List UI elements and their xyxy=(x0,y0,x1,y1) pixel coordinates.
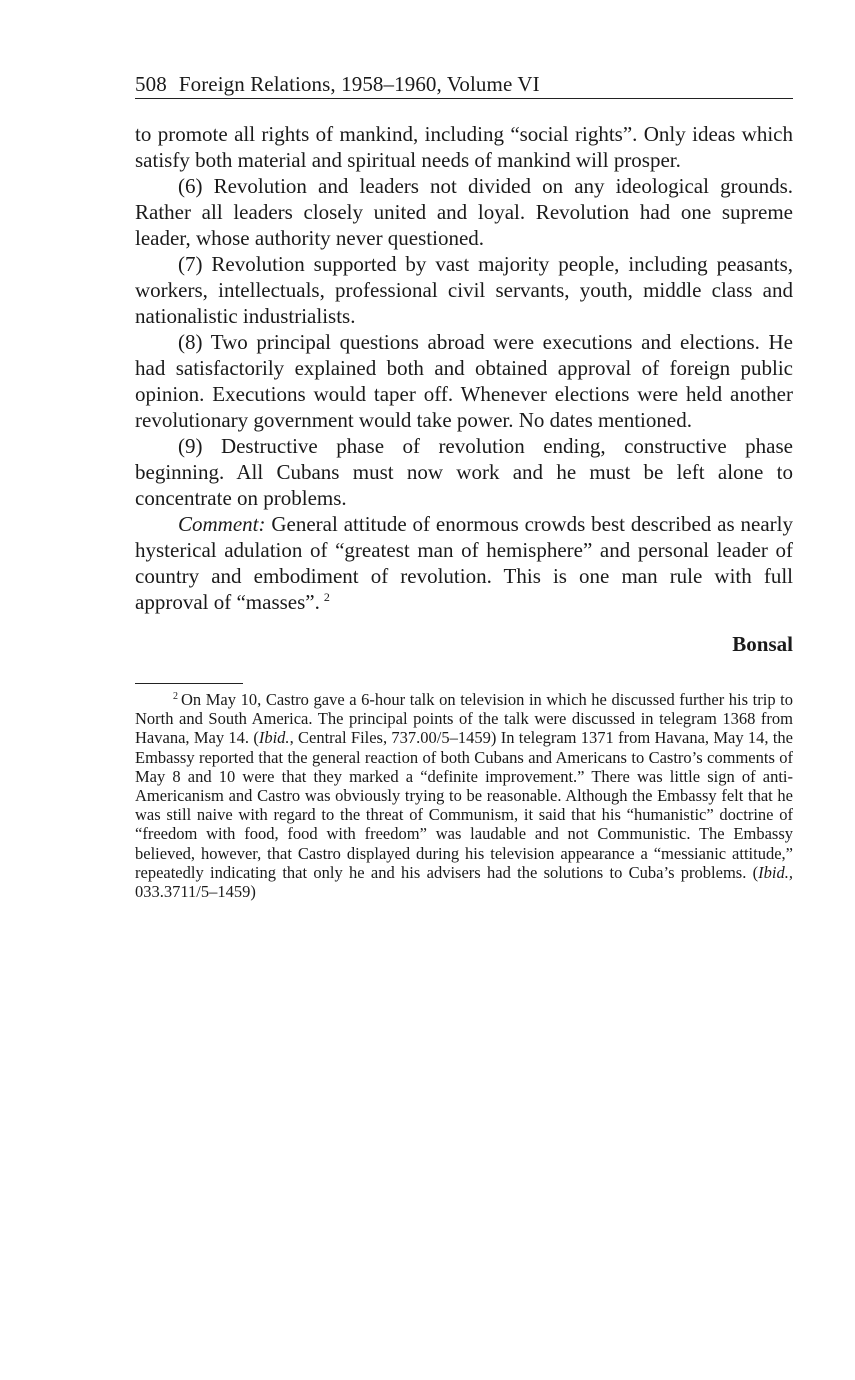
footnote-ibid-1: Ibid. xyxy=(258,728,290,748)
footnote xyxy=(135,690,793,901)
footnote-text-2: , Central Files, 737.00/5–1459) In telegram 1371 from Havana, May 14, the Embassy reported that the general reaction of both Cubans and Americans to Castro’s comments of May 8 and 10 were that they marked a “definite improvement.” There was little sign of anti-Americanism and Castro was obviously trying to be reasonable. Although the Embassy felt that he was still naive with regard to the threat of Communism, it said that his “humanistic” doctrine of “freedom with food, food with freedom” was laudable and not Communistic. The Embassy believed, however, that Castro displayed during his television appearance a “messianic attitude,” repeatedly indicating that only he and his advisers had the solutions to Cuba’s problems. ( xyxy=(135,728,793,882)
paragraph-7: (7) Revolution supported by vast majority people, including peasants, workers, intellectuals, professional civil servants, youth, middle class and nationalistic industrialists. xyxy=(135,252,793,328)
paragraph-8: (8) Two principal questions abroad were executions and elections. He had satisfactorily explained both and obtained approval of foreign public opinion. Executions would taper off. Whenever elections were held another revolutionary government would take power. No dates mentioned. xyxy=(135,330,793,432)
footnote-ibid-2: Ibid., xyxy=(758,862,793,882)
paragraph-6: (6) Revolution and leaders not divided on any ideological grounds. Rather all leaders closely united and loyal. Revolution had one supreme leader, whose authority never questioned. xyxy=(135,174,793,250)
footnote-number: 2 xyxy=(173,690,178,702)
comment-text: General attitude of enormous crowds best described as nearly hysterical adulation of “greatest man of hemisphere” and personal leader of country and embodiment of revolution. This is one man rule with full approval of “masses”. xyxy=(135,512,793,614)
telegram-body xyxy=(135,121,793,615)
footnote-text-1: On May 10, Castro gave a 6-hour talk on television in which he discussed further his trip to North and South America. The principal points of the talk were discussed in telegram 1368 from Havana, May 14. ( xyxy=(135,690,793,748)
paragraph-continued: to promote all rights of mankind, including “social rights”. Only ideas which satisfy both material and spiritual needs of mankind will prosper. xyxy=(135,122,793,172)
volume-title: Foreign Relations, 1958–1960, Volume VI xyxy=(178,72,540,96)
signature: Bonsal xyxy=(732,632,793,656)
comment-paragraph xyxy=(135,511,793,615)
comment-label: Comment: xyxy=(178,512,266,536)
paragraph-9: (9) Destructive phase of revolution ending, constructive phase beginning. All Cubans must now work and he must be left alone to concentrate on problems. xyxy=(135,434,793,510)
running-header xyxy=(135,70,793,99)
footnote-reference[interactable]: 2 xyxy=(323,590,330,604)
document-page xyxy=(135,70,793,901)
page-number: 508 xyxy=(135,72,167,96)
footnote-text-3: 033.3711/5–1459) xyxy=(135,882,256,902)
footnote-divider xyxy=(135,683,243,684)
